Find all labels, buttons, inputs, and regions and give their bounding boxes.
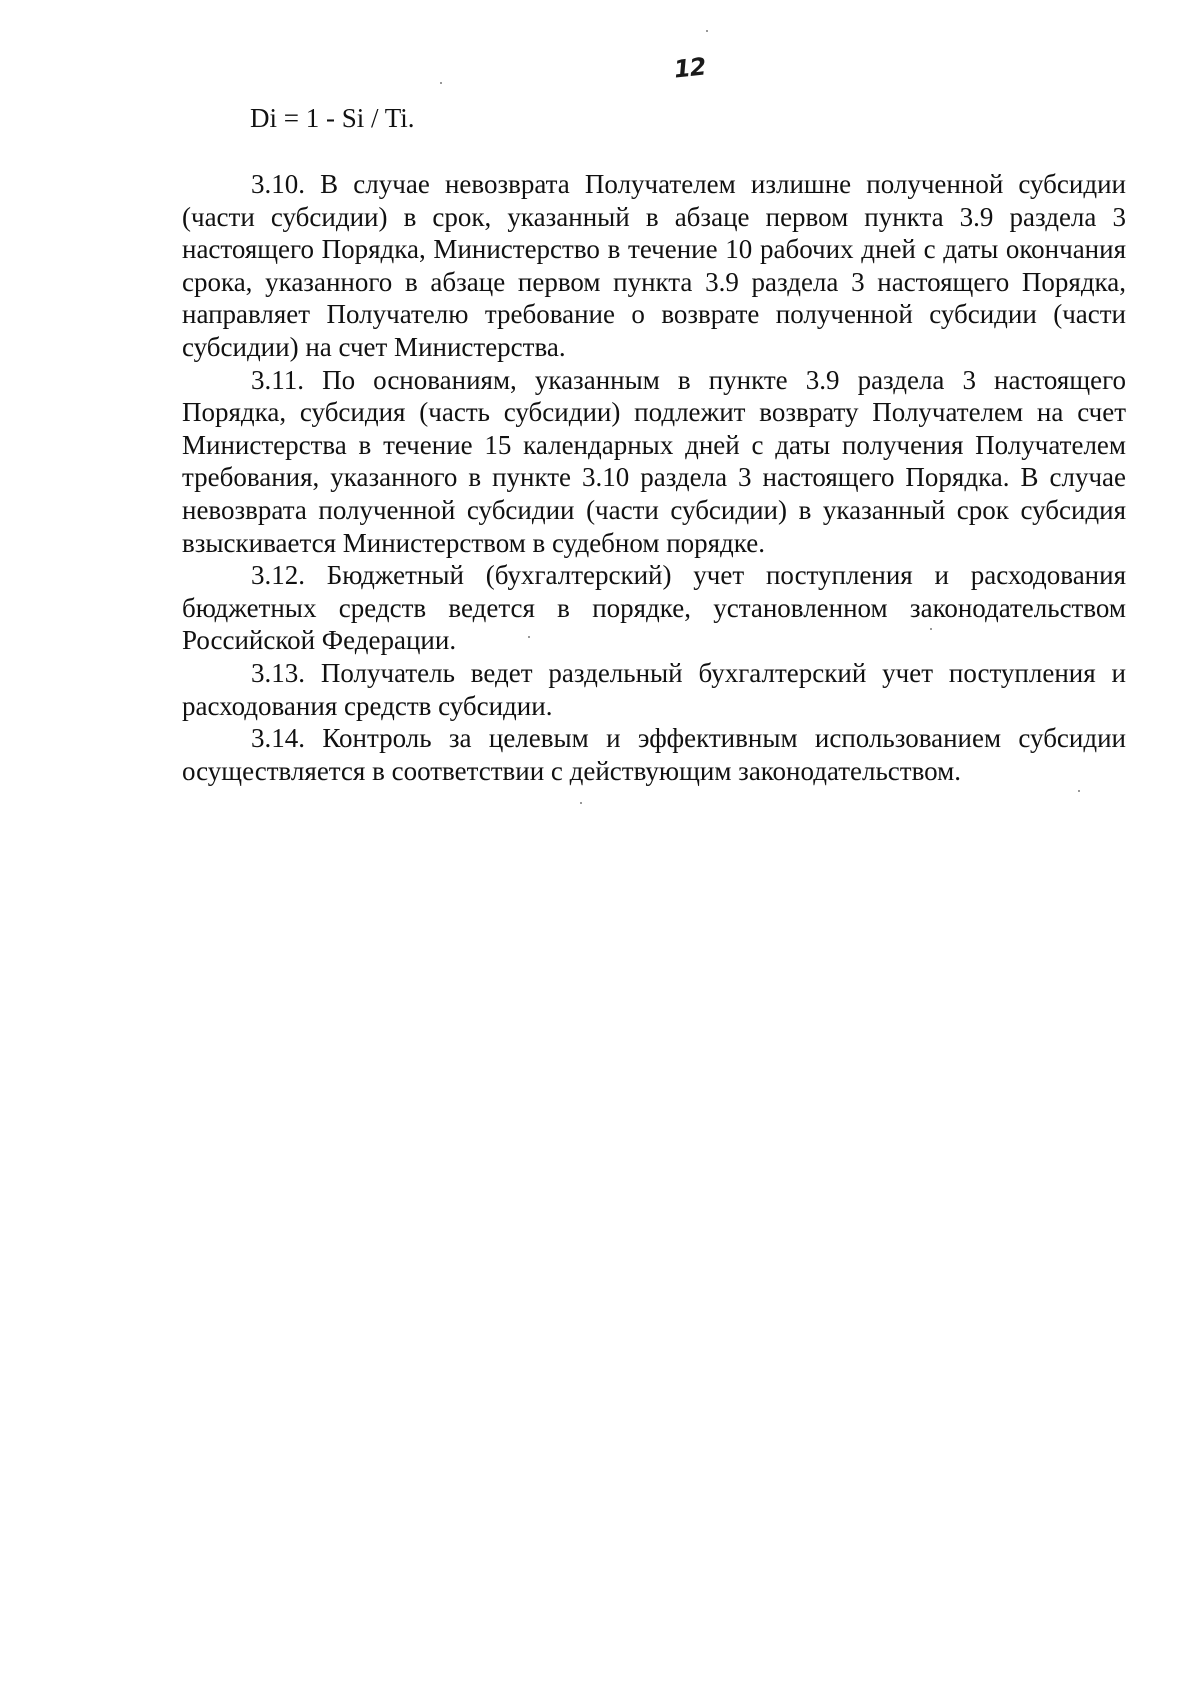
scan-speck: [440, 82, 442, 84]
scan-speck: [1078, 790, 1080, 792]
paragraph-3-12: 3.12. Бюджетный (бухгалтерский) учет поступления и расходования бюджетных средств ведется в порядке, установленном законодательством Российской Федерации.: [182, 560, 1126, 656]
paragraph-3-14: 3.14. Контроль за целевым и эффективным использованием субсидии осуществляется в соответствии с действующим законодательством.: [182, 723, 1126, 786]
scan-speck: [706, 30, 708, 32]
paragraph-3-10: 3.10. В случае невозврата Получателем излишне полученной субсидии (части субсидии) в срок, указанный в абзаце первом пункта 3.9 раздела 3 настоящего Порядка, Министерство в течение 10 рабочих дней с даты окончания срока, указанного в абзаце первом пункта 3.9 раздела 3 настоящего Порядка, направляет Получателю требование о возврате полученной субсидии (части субсидии) на счет Министерства.: [182, 169, 1126, 362]
paragraph-3-11: 3.11. По основаниям, указанным в пункте 3.9 раздела 3 настоящего Порядка, субсидия (часть субсидии) подлежит возврату Получателем на счет Министерства в течение 15 календарных дней с даты получения Получателем требования, указанного в пункте 3.10 раздела 3 настоящего Порядка. В случае невозврата полученной субсидии (части субсидии) в указанный срок субсидия взыскивается Министерством в судебном порядке.: [182, 364, 1126, 558]
formula: Di = 1 - Si / Ti.: [250, 103, 415, 133]
scan-speck: [580, 802, 582, 804]
body-text: [182, 168, 1126, 787]
scan-speck: [528, 636, 530, 638]
scan-speck: [930, 628, 932, 630]
page-number: 12: [672, 52, 707, 84]
paragraph-3-13: 3.13. Получатель ведет раздельный бухгалтерский учет поступления и расходования средств субсидии.: [182, 657, 1126, 721]
